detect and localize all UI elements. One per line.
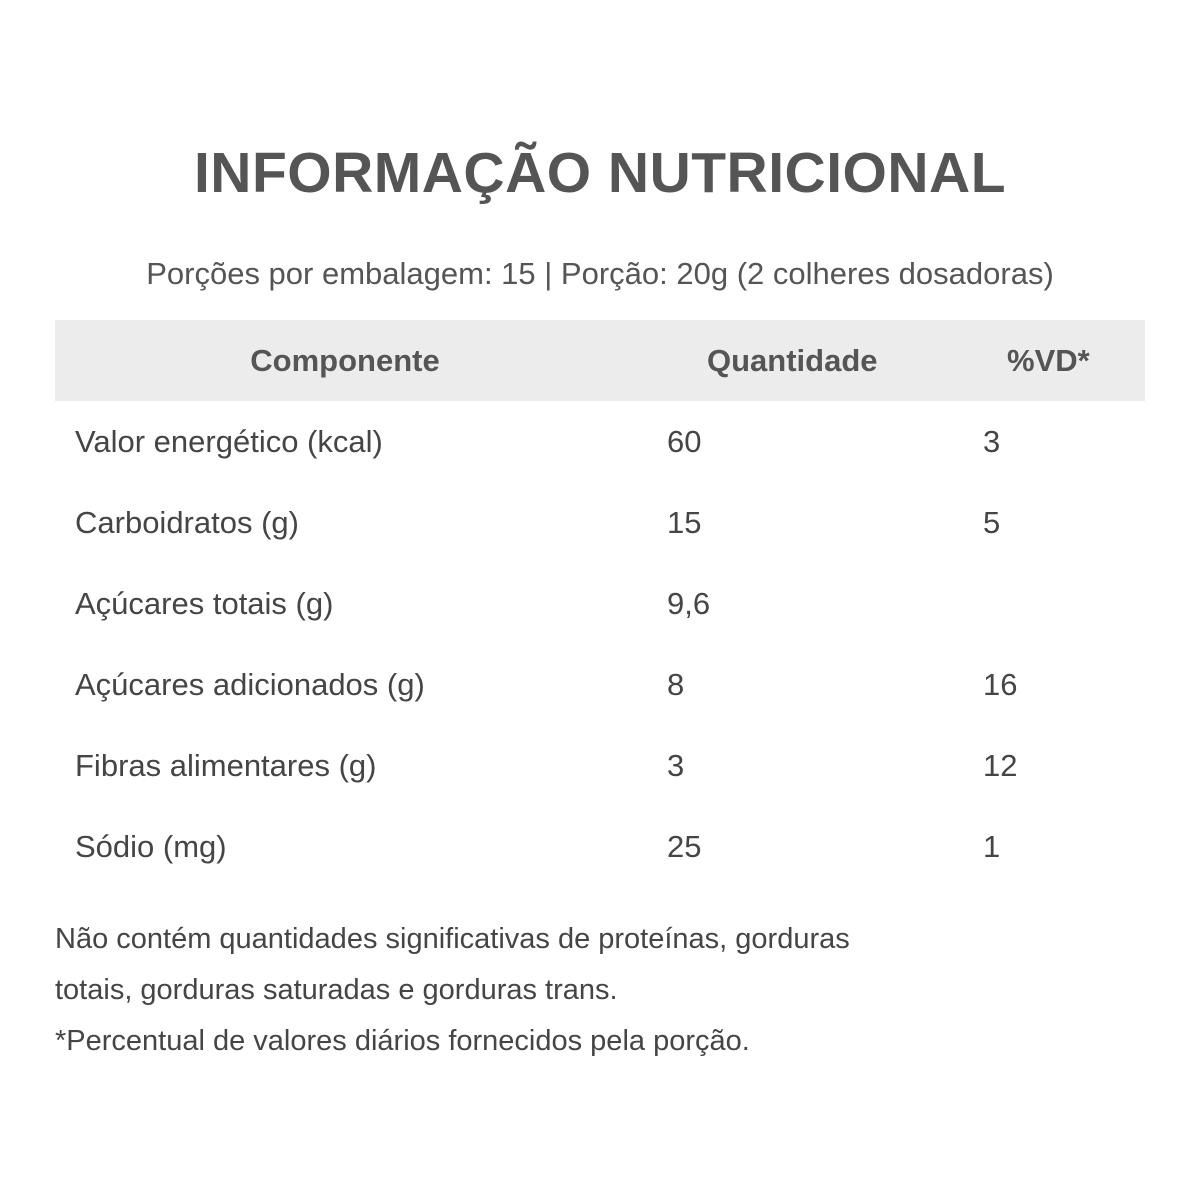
page-title: INFORMAÇÃO NUTRICIONAL <box>193 141 1007 205</box>
row-component: Valor energético (kcal) <box>75 424 383 459</box>
row-quantity: 60 <box>667 424 702 459</box>
row-daily-value: 5 <box>983 505 1001 540</box>
row-quantity: 15 <box>667 505 702 540</box>
row-daily-value: 12 <box>983 748 1018 783</box>
table-row <box>55 644 1145 725</box>
footnote-line: totais, gorduras saturadas e gorduras trans. <box>55 974 618 1006</box>
footnote-daily-value: *Percentual de valores diários fornecidos pela porção. <box>55 1025 750 1057</box>
nutrition-table <box>55 320 1145 887</box>
row-component: Carboidratos (g) <box>75 505 299 540</box>
row-quantity: 9,6 <box>667 586 711 621</box>
row-daily-value: 1 <box>983 829 1001 864</box>
header-daily-value: %VD* <box>1007 343 1090 378</box>
table-row <box>55 725 1145 806</box>
row-quantity: 3 <box>667 748 685 783</box>
table-row <box>55 563 1145 644</box>
portion-info: Porções por embalagem: 15 | Porção: 20g (2 colheres dosadoras) <box>146 256 1054 291</box>
row-daily-value: 3 <box>983 424 1001 459</box>
table-header <box>55 320 1145 401</box>
row-component: Açúcares totais (g) <box>75 586 334 621</box>
row-component: Fibras alimentares (g) <box>75 748 377 783</box>
table-row <box>55 482 1145 563</box>
row-component: Sódio (mg) <box>75 829 227 864</box>
table-row <box>55 806 1145 887</box>
header-quantity: Quantidade <box>707 343 878 378</box>
row-quantity: 8 <box>667 667 685 702</box>
footnotes <box>55 914 1055 1067</box>
row-component: Açúcares adicionados (g) <box>75 667 425 702</box>
table-row <box>55 401 1145 482</box>
footnote-line: Não contém quantidades significativas de proteínas, gorduras <box>55 923 850 955</box>
row-daily-value: 16 <box>983 667 1018 702</box>
row-quantity: 25 <box>667 829 702 864</box>
header-component: Componente <box>250 343 440 378</box>
